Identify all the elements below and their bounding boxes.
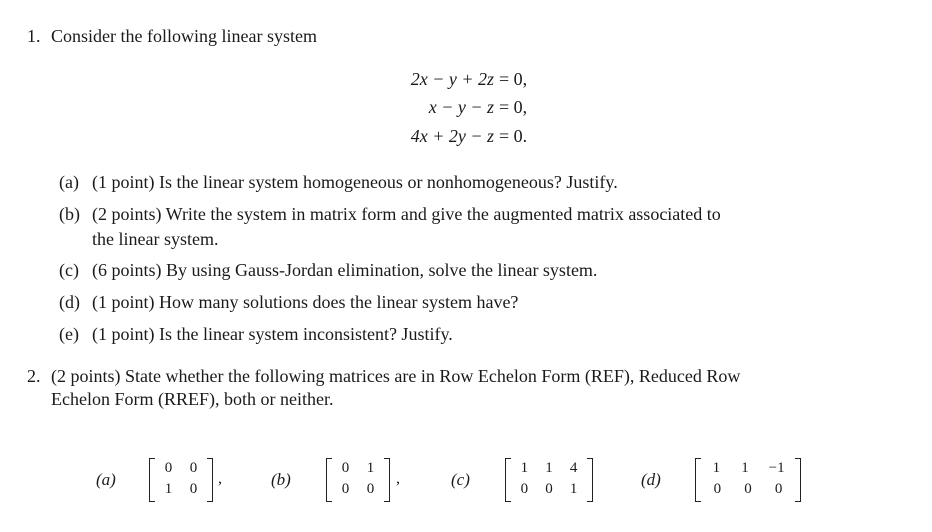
matrix-c-cell: 4 xyxy=(569,460,578,476)
matrix-b-cell: 0 xyxy=(366,481,375,497)
problem-1-number: 1. xyxy=(27,26,41,46)
matrix-b-cell: 1 xyxy=(366,460,375,476)
equation-1-rhs: = 0, xyxy=(499,69,528,89)
matrix-a xyxy=(149,458,213,502)
problem-2-number: 2. xyxy=(27,366,41,386)
equation-3: 4x + 2y − z xyxy=(410,126,494,146)
matrix-b-punct: , xyxy=(396,470,400,487)
matrix-d-cell: 0 xyxy=(774,481,783,497)
matrix-c-cell: 1 xyxy=(569,481,578,497)
problem-1-intro: Consider the following linear system xyxy=(51,26,317,46)
matrix-c-label: (c) xyxy=(451,470,470,489)
matrix-d-label: (d) xyxy=(641,470,661,489)
matrix-a-cell: 0 xyxy=(189,460,198,476)
matrix-a-cell: 0 xyxy=(189,481,198,497)
part-a-text: (1 point) Is the linear system homogeneous or nonhomogeneous? Justify. xyxy=(92,172,618,192)
problem-2-text-line-2: Echelon Form (RREF), both or neither. xyxy=(51,389,334,409)
matrix-a-punct: , xyxy=(218,470,222,487)
matrix-d-cell: 0 xyxy=(744,481,752,497)
matrix-a-cell: 0 xyxy=(164,460,173,476)
matrix-c-cell: 0 xyxy=(520,481,529,497)
matrix-b-cell: 0 xyxy=(341,481,350,497)
matrix-b xyxy=(326,458,390,502)
part-b-text-line-2: the linear system. xyxy=(92,229,219,249)
matrix-d-cell: −1 xyxy=(768,460,785,476)
part-b-text-line-1: (2 points) Write the system in matrix form and give the augmented matrix associated to xyxy=(92,204,721,224)
matrix-c xyxy=(505,458,593,502)
equation-2: x − y − z xyxy=(428,97,494,117)
matrix-d xyxy=(695,458,801,502)
equation-1: 2x − y + 2z xyxy=(410,69,494,89)
matrix-c-cell: 0 xyxy=(545,481,553,497)
matrix-a-label: (a) xyxy=(96,470,116,489)
part-e-label: (e) xyxy=(59,324,79,344)
matrix-b-cell: 0 xyxy=(341,460,350,476)
part-c-text: (6 points) By using Gauss-Jordan elimination, solve the linear system. xyxy=(92,260,598,280)
equation-3-rhs: = 0. xyxy=(499,126,528,146)
matrix-c-cell: 1 xyxy=(520,460,529,476)
problem-2-text-line-1: (2 points) State whether the following matrices are in Row Echelon Form (REF), Reduced Row xyxy=(51,366,741,386)
matrix-d-cell: 1 xyxy=(712,460,721,476)
part-e-text: (1 point) Is the linear system inconsistent? Justify. xyxy=(92,324,453,344)
matrix-a-cell: 1 xyxy=(164,481,173,497)
part-c-label: (c) xyxy=(59,260,79,280)
equation-2-rhs: = 0, xyxy=(499,97,528,117)
matrix-c-cell: 1 xyxy=(545,460,553,476)
part-b-label: (b) xyxy=(59,204,80,224)
matrix-d-cell: 0 xyxy=(713,481,722,497)
matrix-b-label: (b) xyxy=(271,470,291,489)
matrix-d-cell: 1 xyxy=(741,460,749,476)
part-d-label: (d) xyxy=(59,292,80,312)
part-d-text: (1 point) How many solutions does the linear system have? xyxy=(92,292,519,312)
part-a-label: (a) xyxy=(59,172,79,192)
